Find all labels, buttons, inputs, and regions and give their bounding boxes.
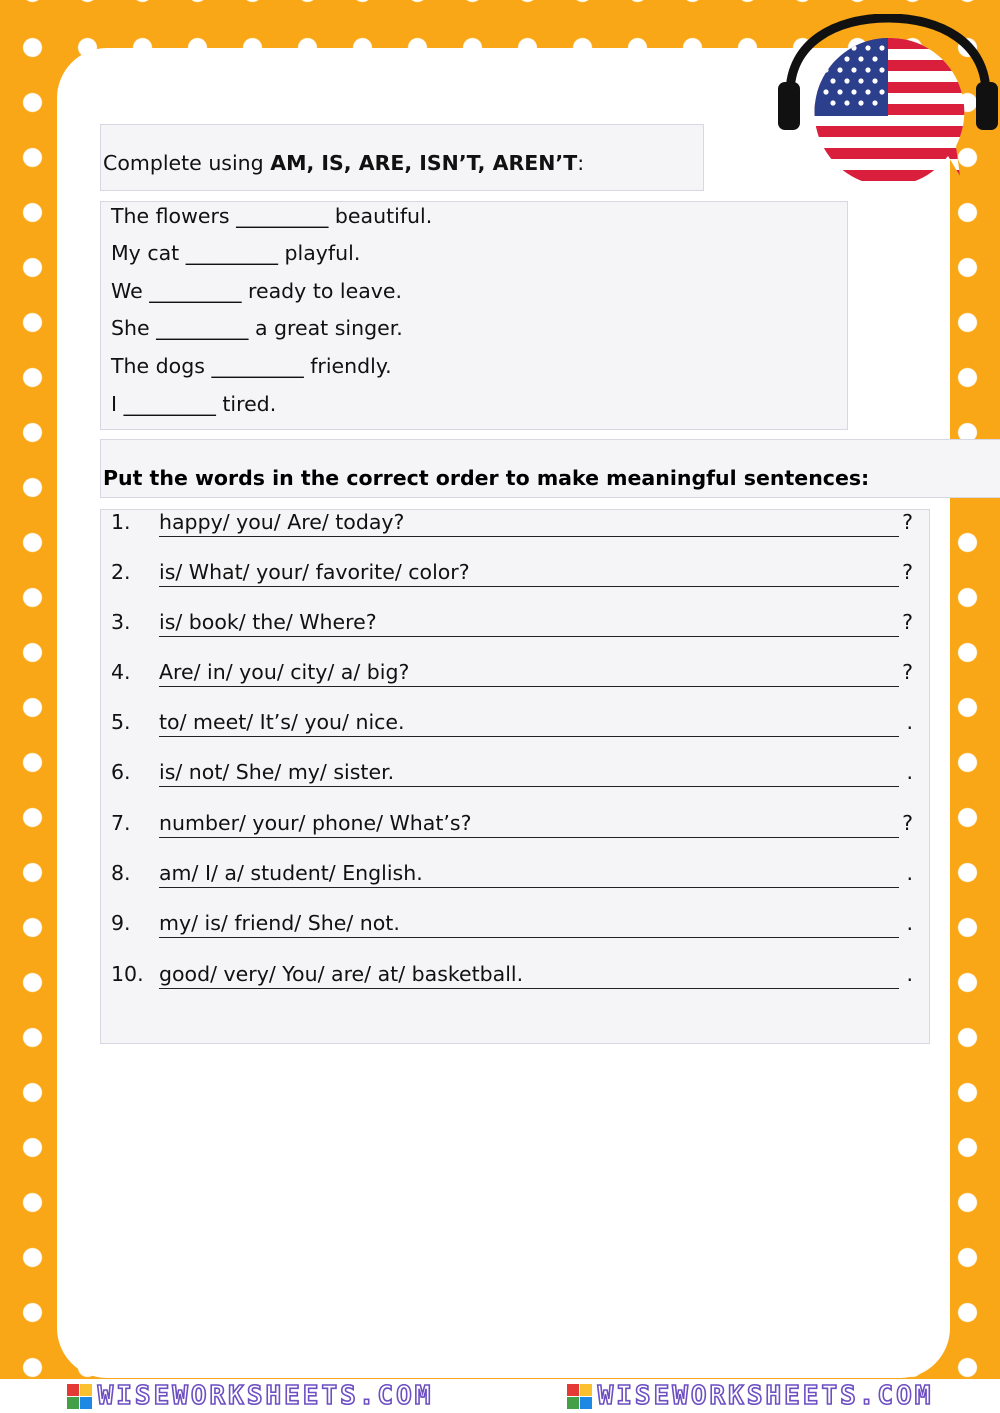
brand-wordmark: WISEWORKSHEETS.COM <box>597 1381 934 1411</box>
fill-in-item: We _________ ready to leave. <box>111 279 403 303</box>
footer-branding <box>0 1379 1000 1413</box>
fill-in-item: I _________ tired. <box>111 392 277 416</box>
word-order-item: 1. happy/ you/ Are/ today? ? <box>111 510 913 540</box>
wiseworksheets-logo-icon <box>67 1384 92 1409</box>
wiseworksheets-logo-icon <box>567 1384 592 1409</box>
fill-in-exercise-box <box>100 201 848 430</box>
word-order-item: 8. am/ I/ a/ student/ English. . <box>111 861 913 891</box>
answer-line[interactable] <box>159 686 899 687</box>
answer-line[interactable] <box>159 636 899 637</box>
word-order-item: 10. good/ very/ You/ are/ at/ basketball. . <box>111 962 913 992</box>
answer-line[interactable] <box>159 837 899 838</box>
fill-in-item: The dogs _________ friendly. <box>111 354 392 378</box>
us-flag-headphones-icon <box>776 14 1000 196</box>
fill-in-item: She _________ a great singer. <box>111 316 403 340</box>
answer-line[interactable] <box>159 736 899 737</box>
word-order-item: 5. to/ meet/ It’s/ you/ nice. . <box>111 710 913 740</box>
instruction-fill-in: Complete using AM, IS, ARE, ISN’T, AREN’T: <box>103 151 585 175</box>
answer-line[interactable] <box>159 536 899 537</box>
fill-in-item: The flowers _________ beautiful. <box>111 204 433 228</box>
instruction-box-word-order <box>100 439 1000 498</box>
word-order-item: 6. is/ not/ She/ my/ sister. . <box>111 760 913 790</box>
word-order-exercise-box <box>100 509 930 1044</box>
word-order-item: 7. number/ your/ phone/ What’s? ? <box>111 811 913 841</box>
word-order-item: 3. is/ book/ the/ Where? ? <box>111 610 913 640</box>
word-order-item: 9. my/ is/ friend/ She/ not. . <box>111 911 913 941</box>
brand-right <box>567 1381 934 1411</box>
brand-wordmark: WISEWORKSHEETS.COM <box>97 1381 434 1411</box>
answer-line[interactable] <box>159 586 899 587</box>
instruction-word-order: Put the words in the correct order to make meaningful sentences: <box>103 466 870 490</box>
fill-in-item: My cat _________ playful. <box>111 241 361 265</box>
answer-line[interactable] <box>159 887 899 888</box>
brand-left <box>67 1381 434 1411</box>
instruction-box-fill-in <box>100 124 704 191</box>
answer-line[interactable] <box>159 988 899 989</box>
answer-line[interactable] <box>159 786 899 787</box>
word-order-item: 2. is/ What/ your/ favorite/ color? ? <box>111 560 913 590</box>
answer-line[interactable] <box>159 937 899 938</box>
word-order-item: 4. Are/ in/ you/ city/ a/ big? ? <box>111 660 913 690</box>
